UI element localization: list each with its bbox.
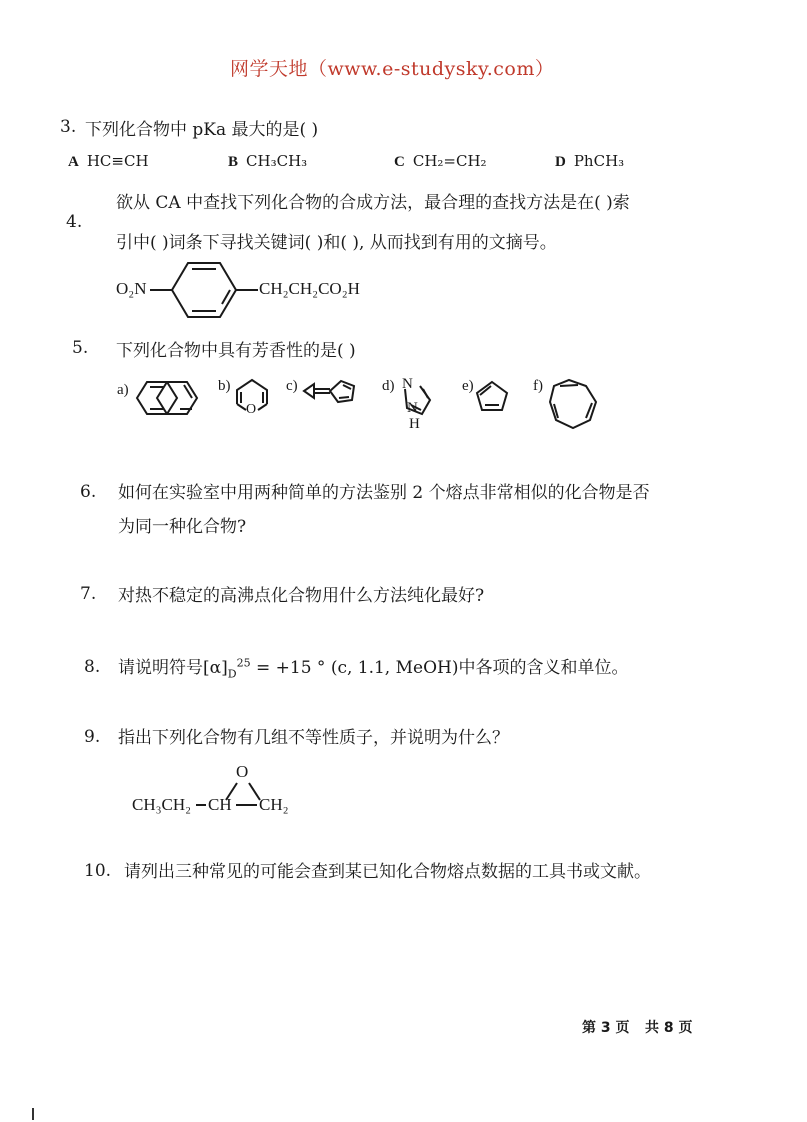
q5-number: 5. bbox=[72, 338, 89, 358]
q6-line2: 为同一种化合物? bbox=[118, 517, 247, 537]
q9-text: 指出下列化合物有几组不等性质子，并说明为什么？ bbox=[118, 728, 509, 748]
q5-label-b: b) bbox=[218, 378, 231, 394]
epoxide-ethyl: CH₃CH₂ bbox=[132, 795, 192, 814]
q8-sub: D bbox=[227, 667, 237, 681]
scan-mark bbox=[32, 1108, 34, 1120]
q4-number: 4. bbox=[66, 212, 83, 232]
imidazole-h: H bbox=[409, 416, 420, 432]
epoxide-o: O bbox=[236, 762, 249, 781]
option-letter: C bbox=[394, 154, 405, 170]
q8-sup: 25 bbox=[236, 656, 251, 670]
q4-line2: 引中( )词条下寻找关键词( )和( ), 从而找到有用的文摘号。 bbox=[116, 233, 557, 253]
q7-number: 7. bbox=[80, 584, 97, 604]
imidazole-n-top: N bbox=[402, 376, 413, 392]
q6-line1: 如何在实验室中用两种简单的方法鉴别 2 个熔点非常相似的化合物是否 bbox=[118, 483, 650, 503]
q10-text: 请列出三种常见的可能会查到某已知化合物熔点数据的工具书或文献。 bbox=[124, 862, 651, 882]
q5-label-c: c) bbox=[286, 378, 298, 394]
footer-page-number: 第 3 页 bbox=[582, 1020, 630, 1036]
q5-text: 下列化合物中具有芳香性的是( ) bbox=[116, 341, 356, 361]
q4-line1: 欲从 CA 中查找下列化合物的合成方法，最合理的查找方法是在( )索 bbox=[116, 193, 630, 213]
q5-label-a: a) bbox=[117, 382, 129, 398]
q10-number: 10. bbox=[84, 861, 112, 881]
epoxide-ch: CH bbox=[208, 795, 232, 814]
pyran-o: O bbox=[246, 402, 257, 417]
q4-struct-nitro: O₂N bbox=[116, 279, 147, 298]
imidazole-n-bottom: N bbox=[407, 400, 418, 416]
q5-label-f: f) bbox=[533, 378, 543, 394]
q5-label-e: e) bbox=[462, 378, 474, 394]
option-letter: B bbox=[228, 154, 239, 170]
footer-total-pages: 共 8 页 bbox=[645, 1020, 693, 1036]
option-text: CH₃CH₃ bbox=[246, 152, 308, 170]
watermark-header: 网学天地（www.e-studysky.com） bbox=[230, 58, 555, 80]
q7-text: 对热不稳定的高沸点化合物用什么方法纯化最好? bbox=[118, 586, 485, 606]
option-text: PhCH₃ bbox=[573, 152, 625, 170]
option-text: CH₂=CH₂ bbox=[412, 152, 487, 170]
option-letter: A bbox=[68, 154, 79, 170]
q3-text: 下列化合物中 pKa 最大的是( ) bbox=[85, 120, 319, 140]
q8-number: 8. bbox=[84, 657, 101, 677]
q9-number: 9. bbox=[84, 727, 101, 747]
option-text: HC≡CH bbox=[86, 152, 149, 170]
epoxide-ch2: CH₂ bbox=[259, 795, 289, 814]
q8-text-pre: 请说明符号[α] bbox=[118, 658, 228, 678]
q8-text-post: = +15 ° (c, 1.1, MeOH)中各项的含义和单位。 bbox=[250, 658, 629, 678]
q4-struct-chain: CH₂CH₂CO₂H bbox=[259, 279, 360, 298]
q3-number: 3. bbox=[60, 117, 77, 137]
option-letter: D bbox=[555, 154, 566, 170]
q5-label-d: d) bbox=[382, 378, 395, 394]
q6-number: 6. bbox=[80, 482, 97, 502]
